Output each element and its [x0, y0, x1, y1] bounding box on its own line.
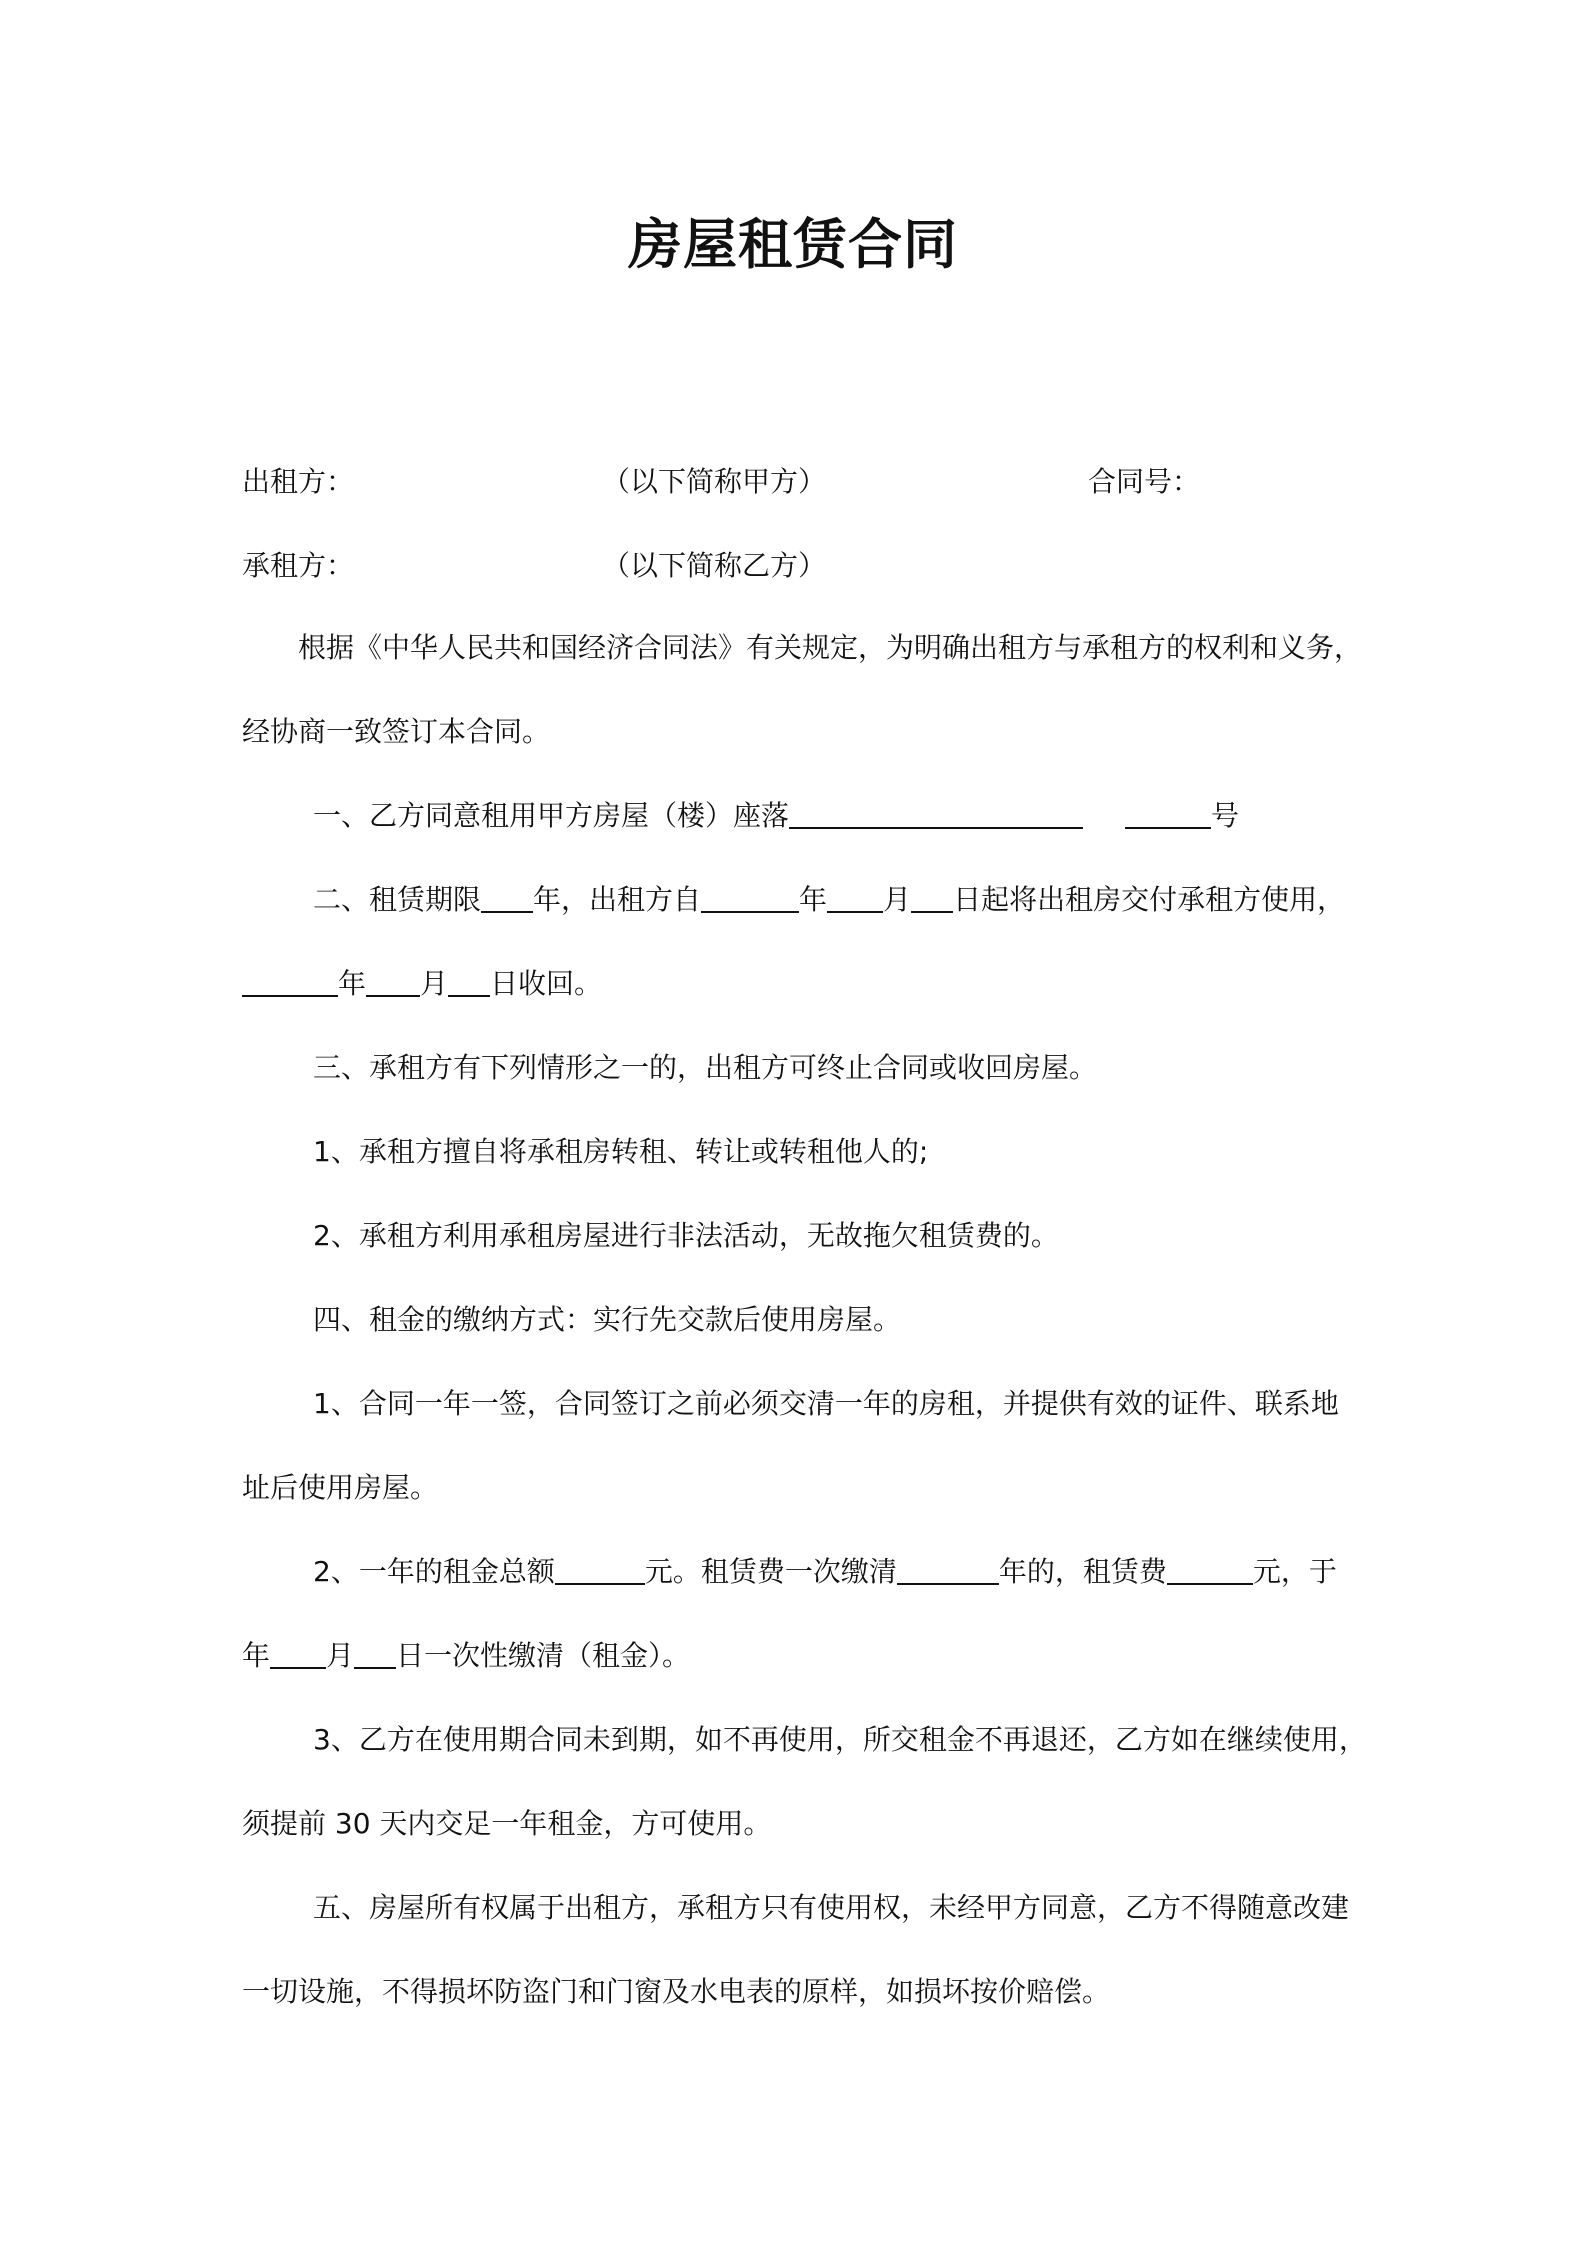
rent-amount-blank[interactable] — [1167, 1555, 1253, 1585]
lessor-note: （以下简称甲方） — [602, 465, 827, 498]
clause-4: 四、租金的缴纳方式：实行先交款后使用房屋。 — [313, 1303, 902, 1336]
address-blank[interactable] — [789, 799, 1083, 829]
clause-2-text-b: 年，出租方自 — [533, 883, 702, 916]
clause-2-text-h: 日收回。 — [490, 967, 603, 1000]
clause-2-text-c: 年 — [799, 883, 828, 916]
clause-4-item-1-line-2: 址后使用房屋。 — [242, 1471, 439, 1504]
end-month-blank[interactable] — [366, 967, 420, 997]
start-day-blank[interactable] — [911, 883, 953, 913]
clause-3-item-2: 2、承租方利用承租房屋进行非法活动，无故拖欠租赁费的。 — [313, 1219, 1059, 1252]
clause-4-2-text-f: 月 — [326, 1639, 355, 1672]
lessee-label: 承租方： — [242, 549, 355, 582]
clause-4-2-text-a: 2、一年的租金总额 — [313, 1555, 555, 1588]
clause-3: 三、承租方有下列情形之一的，出租方可终止合同或收回房屋。 — [313, 1051, 1098, 1084]
pay-day-blank[interactable] — [354, 1639, 396, 1669]
clause-4-2-text-e: 年 — [242, 1639, 271, 1672]
clause-4-2-text-d: 元，于 — [1252, 1555, 1337, 1588]
end-day-blank[interactable] — [448, 967, 490, 997]
intro-line-1: 根据《中华人民共和国经济合同法》有关规定，为明确出租方与承租方的权利和义务， — [298, 631, 1363, 664]
clause-5-line-1: 五、房屋所有权属于出租方，承租方只有使用权，未经甲方同意，乙方不得随意改建 — [313, 1891, 1350, 1924]
clause-2-continued — [242, 964, 602, 1004]
clause-2 — [313, 880, 1345, 920]
clause-1-suffix: 号 — [1211, 799, 1240, 832]
prepay-years-blank[interactable] — [897, 1555, 999, 1585]
clause-4-item-2 — [313, 1552, 1337, 1592]
start-month-blank[interactable] — [827, 883, 883, 913]
clause-4-2-text-c: 年的，租赁费 — [998, 1555, 1167, 1588]
clause-4-2-text-b: 元。租赁费一次缴清 — [644, 1555, 897, 1588]
start-year-blank[interactable] — [701, 883, 799, 913]
clause-2-text-a: 二、租赁期限 — [313, 883, 482, 916]
intro-line-2: 经协商一致签订本合同。 — [242, 715, 551, 748]
pay-month-blank[interactable] — [270, 1639, 326, 1669]
term-years-blank[interactable] — [481, 883, 533, 913]
clause-4-2-text-g: 日一次性缴清（租金）。 — [396, 1639, 691, 1672]
annual-rent-blank[interactable] — [555, 1555, 645, 1585]
clause-1-text: 一、乙方同意租用甲方房屋（楼）座落 — [313, 799, 790, 832]
lessor-label: 出租方： — [242, 465, 355, 498]
clause-1 — [313, 796, 1239, 836]
clause-4-item-3-line-2: 须提前 30 天内交足一年租金，方可使用。 — [242, 1807, 772, 1840]
end-year-blank[interactable] — [242, 967, 338, 997]
clause-4-item-3-line-1: 3、乙方在使用期合同未到期，如不再使用，所交租金不再退还，乙方如在继续使用， — [313, 1723, 1367, 1756]
clause-2-text-g: 月 — [420, 967, 449, 1000]
clause-3-item-1: 1、承租方擅自将承租房转租、转让或转租他人的; — [313, 1135, 929, 1168]
clause-2-text-d: 月 — [883, 883, 912, 916]
clause-5-line-2: 一切设施，不得损坏防盗门和门窗及水电表的原样，如损坏按价赔偿。 — [242, 1975, 1111, 2008]
clause-2-text-e: 日起将出租房交付承租方使用， — [953, 883, 1346, 916]
document-title: 房屋租赁合同 — [628, 213, 958, 276]
contract-number-label: 合同号： — [1088, 465, 1201, 498]
clause-4-item-1-line-1: 1、合同一年一签，合同签订之前必须交清一年的房租，并提供有效的证件、联系地 — [313, 1387, 1339, 1420]
lessee-note: （以下简称乙方） — [602, 549, 827, 582]
address-number-blank[interactable] — [1125, 799, 1211, 829]
clause-2-text-f: 年 — [338, 967, 367, 1000]
clause-4-item-2-continued — [242, 1636, 690, 1676]
